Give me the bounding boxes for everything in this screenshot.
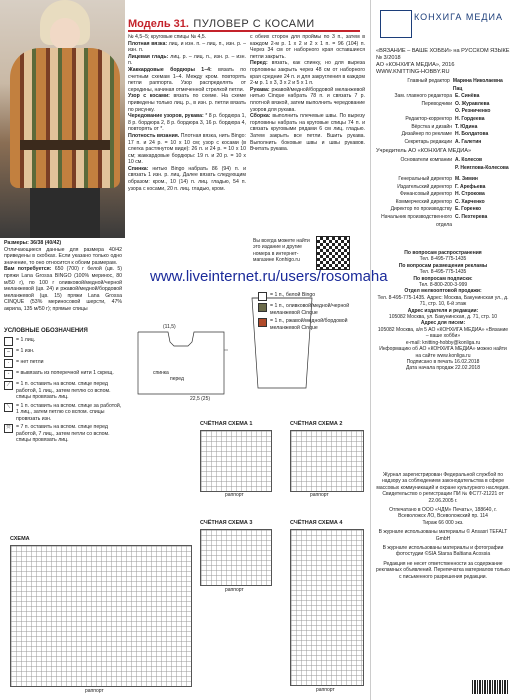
publisher-logo-text: КОНХИГА МЕДИА bbox=[414, 12, 503, 22]
legend-symbol: ⤧ bbox=[4, 424, 13, 433]
legend-item bbox=[4, 337, 124, 346]
legend bbox=[4, 328, 124, 446]
contacts-block: По вопросам распространения Тел. 8-495-775-1435 По вопросам размещения рекламы Тел. 8-495-775-1435 По вопросам подписки: Тел. 8-800-200-3-999 Отдел мелкооптовой продажи: Тел. 8-495-775-1435. Адрес: Москва, Бакунинская ул., д. 71, стр. 10, 6-й этаж Адрес издателя и редакции: 105082 Москва, ул. Бакунинская, д. 71, стр. 10 Адрес для писем: 105082 Москва, а/я 5 АО «КОНХИГА МЕДИА» «Вязание – ваше хобби» e-mail: knitting-hobby@konliga.ru Информацию об АО «КОНХИГА МЕДИА» можно найти на сайте www.konliga.ru Подписано в печать 16.02.2018 Дата начала продаж 22.02.2018 bbox=[377, 250, 509, 372]
schematic-label-dim: 22,5 (25) bbox=[190, 396, 211, 402]
staff-name: М. Зимин bbox=[455, 176, 478, 182]
chart-title-4: СЧЁТНАЯ СХЕМА 4 bbox=[290, 520, 343, 526]
legend-text: = нет петли bbox=[16, 359, 44, 365]
model-photo bbox=[0, 0, 125, 238]
legend-text: = 1 изн. bbox=[16, 348, 35, 354]
pattern-label: Чередование узоров, рукава: bbox=[128, 113, 204, 120]
magazine-name: «ВЯЗАНИЕ – ВАШЕ ХОББИ» на РУССКОМ ЯЗЫКЕ № 3/2018 bbox=[376, 48, 510, 61]
color-legend-item bbox=[258, 292, 366, 301]
staff-name: С. Пехтерева bbox=[455, 213, 488, 220]
photo-pants bbox=[30, 188, 100, 238]
pattern-label: Плотность вязания. bbox=[128, 132, 180, 139]
barcode bbox=[472, 680, 508, 694]
rapport-label: раппорт bbox=[225, 587, 244, 593]
legend-item bbox=[4, 403, 124, 423]
staff-role: Редактор-корректор bbox=[405, 115, 452, 122]
staff-row bbox=[374, 199, 512, 207]
publisher-name: АО «КОНХИГА МЕДИА», 2016 bbox=[376, 62, 455, 68]
staff-list bbox=[374, 78, 512, 146]
rapport-label: раппорт bbox=[225, 492, 244, 498]
pattern-text: лиц. р. – лиц. п., изн. р. – изн. п. bbox=[128, 53, 246, 67]
instructions-column-2 bbox=[250, 34, 365, 153]
staff-name: А. Галетин bbox=[455, 138, 482, 145]
chart-title-2: СЧЁТНАЯ СХЕМА 2 bbox=[290, 421, 343, 427]
legal-block: Журнал зарегистрирован Федеральной службой по надзору за соблюдением законодательства в сфере массовых коммуникаций и охране культурного наследия. Свидетельство о регистрации ПИ № ФС77-21221 от 22.06.2005 г. Отпечатано в ООО «ЧДМ» Печать», 188640, г. Всеволожск ЛО, Всеволожский пр. 114 Тираж 66 000 экз. В журнале использованы материалы © Ansasri TEFALT GmbH В журнале использованы материалы и фотографии фотостудии ©SIA Starsa Baltiana Acossia Редакция не несет ответственности за содержание рекламных объявлений. Перепечатка материалов только с письменного разрешения редакции. bbox=[376, 472, 510, 580]
counting-chart-2 bbox=[290, 430, 364, 492]
legend-symbol: ⟋ bbox=[4, 381, 13, 390]
color-legend-item bbox=[258, 318, 366, 331]
pattern-label: Спинка: bbox=[128, 165, 149, 172]
staff-role: Генеральный директор bbox=[398, 176, 452, 182]
legend-title: УСЛОВНЫЕ ОБОЗНАЧЕНИЯ bbox=[4, 328, 88, 334]
photo-face bbox=[50, 18, 80, 50]
staff-row bbox=[374, 78, 512, 93]
pattern-text: вязать по схеме. На схеме приведены только лиц. р., в изн. р. петли вязать по рисунку. bbox=[128, 93, 246, 113]
staff-name: С. Харченко bbox=[455, 198, 485, 205]
pattern-text: вязать по счетным схемам 1–4. Между кром. повторять петли раппорта. Узор распределять от середины, начиная отмеченной стрелкой петли. bbox=[128, 66, 246, 93]
counting-chart-1 bbox=[200, 430, 272, 492]
pattern-label: Жаккардовые бордюры 1–4: bbox=[128, 66, 212, 73]
pattern-label: Узор с косами: bbox=[128, 93, 170, 100]
color-legend bbox=[258, 292, 366, 333]
staff-row bbox=[374, 206, 512, 214]
watermark: www.liveinternet.ru/users/rosomaha bbox=[150, 268, 388, 285]
pattern-text: нитью Bingo набрать 86 (94) п. и связать 1 изн. р. лиц. Далее вязать следующим образом: кром., 10 (14) п. лиц. гладью, 54 п. узора с косами, 20 п. лиц. гладью, кром. bbox=[128, 165, 246, 192]
qr-code[interactable] bbox=[316, 236, 350, 270]
staff-name: Марина Николаевна Пац bbox=[452, 78, 503, 92]
pattern-label: Рукава: bbox=[250, 86, 270, 93]
legend-text: = вывязать из поперечной нити 1 скрещ. bbox=[16, 370, 114, 376]
garment-schematic bbox=[128, 322, 248, 402]
color-legend-item bbox=[258, 303, 366, 316]
pattern-label: Плотная вязка: bbox=[128, 40, 168, 47]
staff-role: Издательский директор bbox=[397, 183, 452, 190]
photo-belt bbox=[20, 140, 110, 150]
chart-title-3: СЧЁТНАЯ СХЕМА 3 bbox=[200, 520, 253, 526]
legend-text: = 1 п. оставить на вспом. спице перед работой, 1 лиц., затем петлю со вспом. спицы провязать лиц. bbox=[16, 381, 111, 400]
owners-row bbox=[374, 157, 512, 172]
founder: Учредитель АО «КОНХИГА МЕДИА» bbox=[376, 148, 472, 154]
chart-title-1: СЧЁТНАЯ СХЕМА 1 bbox=[200, 421, 253, 427]
legend-symbol bbox=[4, 337, 13, 346]
directors-list bbox=[374, 176, 512, 229]
color-legend-text: = 1 п., оливковой/медной/черной меланжевой Cinque bbox=[270, 303, 350, 316]
schematic-label-dim: (11,5) bbox=[163, 324, 176, 330]
sizes-label: Размеры: 36/38 (40/42) bbox=[4, 240, 62, 246]
legend-symbol: – bbox=[4, 348, 13, 357]
staff-name: Т. Юдина bbox=[455, 123, 478, 130]
staff-role: Вёрстка и дизайн bbox=[411, 123, 452, 130]
staff-role: Финансовый директор bbox=[400, 191, 452, 198]
legend-text: = 1 п. оставить на вспом. спице за работой, 1 лиц., затем петлю со вспом. спицы провязать изн. bbox=[16, 402, 122, 422]
owners-names: А. Колесов Р. Неяглова-Колесова bbox=[455, 157, 509, 171]
left-text-column bbox=[4, 240, 122, 313]
staff-row bbox=[374, 139, 512, 147]
instructions-column-1 bbox=[128, 34, 246, 192]
staff-row bbox=[374, 93, 512, 101]
staff-role: Коммерческий директор bbox=[395, 198, 452, 205]
staff-name: Е. Синёва bbox=[455, 93, 480, 100]
counting-chart-4 bbox=[290, 529, 364, 686]
schematic-label-front: перед bbox=[170, 376, 184, 382]
staff-role: Главный редактор bbox=[407, 78, 450, 84]
staff-role: Директор по производству bbox=[390, 206, 452, 213]
owners-label: Основатели компании bbox=[400, 157, 452, 163]
staff-row bbox=[374, 191, 512, 199]
staff-role: Переводчики bbox=[421, 100, 452, 107]
counting-chart-3 bbox=[200, 529, 272, 586]
staff-name: Н. Болдатова bbox=[455, 131, 489, 138]
pattern-text: ржавой/медной/бордовой меланжевой нитью Cinque набрать 78 п. и связать 7 р. плотной вязкой, затем выполнить чередование узоров для рукава. bbox=[250, 86, 365, 113]
rapport-label: раппорт bbox=[310, 492, 329, 498]
staff-name: Н. Строкова bbox=[455, 191, 485, 198]
rapport-label: раппорт bbox=[316, 687, 335, 693]
materials-text: 650 (700) г белой (цв. 5) пряжи Lana Grossa BINGO (100% меринос, 80 м/50 г), по 100 г оливковой/медной/черной меланжевой (цв. 24) и ржавой/медной/бордовой меланжевой (цв. 15) пряжи Lana Grossa CINQUE (53% мериносовой шерсти, 47% акрила, 135 м/50 г); прямые спицы bbox=[4, 266, 122, 312]
pattern-text: вязать, как спинку, но для выреза горловины закрыть через 48 см от наборного края средние 24 п. и для закругления в каждом 2-м р. 1 х 3, 3 х 2 и 5 х 1 п. bbox=[250, 60, 365, 87]
legend-symbol: ◦ bbox=[4, 370, 13, 379]
cable-chart-title: СХЕМА bbox=[10, 536, 30, 542]
staff-role: Секретарь редакции bbox=[404, 138, 452, 145]
staff-name: Е. Горенко bbox=[455, 206, 482, 213]
model-title: ПУЛОВЕР С КОСАМИ bbox=[193, 18, 315, 30]
staff-name: Г. Арефьева bbox=[455, 183, 486, 190]
website[interactable]: WWW.KNITTING-HOBBY.RU bbox=[376, 69, 450, 75]
legend-item bbox=[4, 381, 124, 401]
staff-row bbox=[374, 214, 512, 229]
publisher-logo-icon bbox=[380, 10, 412, 38]
legend-item bbox=[4, 348, 124, 357]
cable-chart bbox=[10, 545, 192, 687]
pattern-text: выполнить плечевые швы. По вырезу горловины набрать на круговые спицы 74 п. и связать круговыми рядами 6 см лиц. гладью. Затем закрыть все петли. Вшить рукава. Выполнить боковые швы и швы рукавов. Вчитать рукава. bbox=[250, 113, 365, 153]
staff-role bbox=[374, 108, 455, 116]
rapport-label: раппорт bbox=[85, 688, 104, 694]
legend-text: = 1 лиц. bbox=[16, 337, 36, 343]
pattern-label: Перед: bbox=[250, 60, 268, 67]
imprint-header bbox=[376, 48, 510, 76]
staff-role: Начальник производственного отдела bbox=[381, 213, 452, 228]
pattern-text: с обеих сторон для проймы по 3 п., затем в каждом 2-м р. 1 х 2 и 2 х 1 п. = 96 (104) п. Через 34 см от наборного края оставшиеся петли закрыть. bbox=[250, 34, 365, 60]
staff-name: Н. Гордеева bbox=[455, 115, 485, 122]
staff-row bbox=[374, 131, 512, 139]
legend-symbol: ⟍ bbox=[4, 403, 13, 412]
staff-name: О. Журавлева bbox=[455, 100, 490, 107]
page-title bbox=[128, 14, 360, 32]
needles-text: № 4,5–5; круговые спицы № 4,5. bbox=[128, 34, 207, 40]
staff-role: Зам. главного редактора bbox=[394, 93, 452, 100]
materials-label: Вам потребуется: bbox=[4, 266, 52, 273]
pattern-text: лиц. и изн. п. – лиц. п., изн. р. – изн. п. bbox=[128, 40, 246, 54]
staff-row bbox=[374, 116, 512, 124]
qr-note: Вы всегда можете найти это издание и другие номера в интернет-магазине Konhigo.ru bbox=[253, 238, 310, 264]
color-swatch bbox=[258, 318, 267, 327]
staff-role: Дизайнер по рекламе bbox=[401, 131, 452, 138]
legend-text: = 7 п. оставить на вспом. спице перед работой, 7 лиц., затем петли со вспом. спицы провязать лиц. bbox=[16, 424, 110, 443]
pattern-text: Плотная вязка, нить Bingo: 17 п. и 24 р. = 10 х 10 см; узор с косами (в слегка растянутом виде): 26 п. и 24 р. = 10 х 10 см; жаккардовые бордюры: 19 п. и 20 р. = 10 х 10 см. bbox=[128, 132, 246, 166]
color-legend-text: = 1 п., ржавой/медной/бордовой меланжевой Cinque bbox=[270, 318, 348, 331]
pattern-text: * 8 р. бордюра 1, 8 р. бордюра 2, 8 р. бордюра 3, 16 р. бордюра 4, повторять от *. bbox=[128, 113, 246, 133]
staff-row bbox=[374, 176, 512, 184]
legend-item bbox=[4, 424, 124, 444]
schematic-label-back: спинка bbox=[153, 370, 169, 376]
pattern-label: Сборка: bbox=[250, 113, 271, 120]
photo-sweater bbox=[10, 48, 120, 188]
legend-item bbox=[4, 359, 124, 368]
legend-item bbox=[4, 370, 124, 379]
pattern-label: Лицевая гладь: bbox=[128, 53, 169, 60]
color-swatch bbox=[258, 292, 267, 301]
staff-row bbox=[374, 108, 512, 116]
staff-row bbox=[374, 101, 512, 109]
color-swatch bbox=[258, 303, 267, 312]
legend-symbol: · bbox=[4, 359, 13, 368]
model-number: Модель 31. bbox=[128, 18, 189, 30]
sizes-text: Отличающиеся данные для размера 40/42 приведены в скобках. Если указано только одно значение, то оно относится к обоим размерам. bbox=[4, 246, 122, 266]
staff-name: О. Резниченко bbox=[455, 108, 491, 115]
color-legend-text: = 1 п., белой Bingo bbox=[270, 292, 316, 298]
